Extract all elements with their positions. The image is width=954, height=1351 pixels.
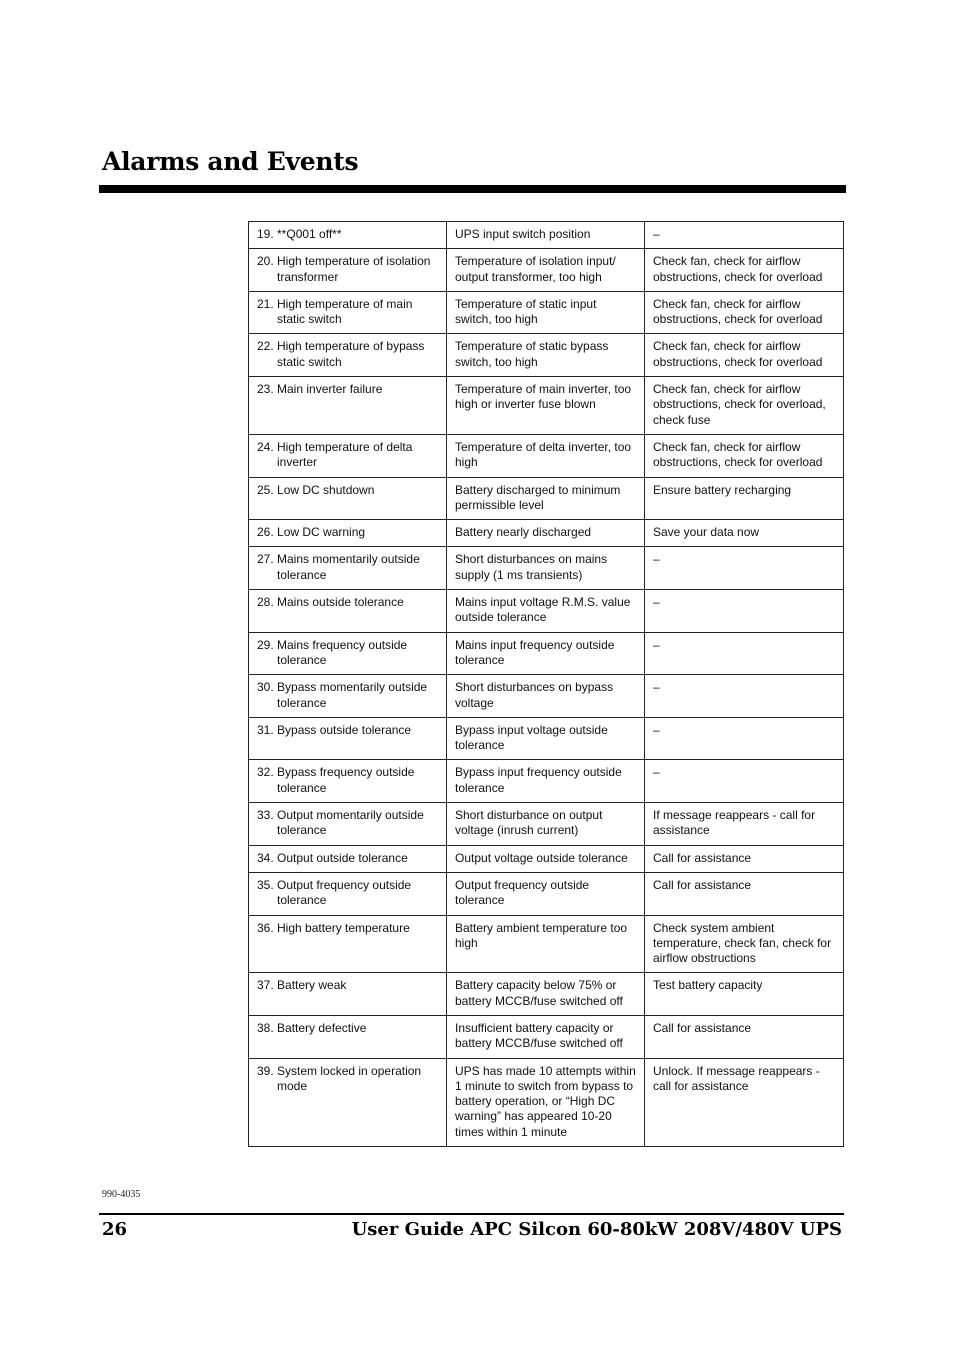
description-cell: Short disturbances on mains supply (1 ms transients) <box>447 547 645 590</box>
description-cell: Battery nearly discharged <box>447 520 645 547</box>
alarm-name: 35. Output frequency outside tolerance <box>257 877 412 908</box>
action-cell: – <box>645 590 844 633</box>
action-cell: – <box>645 675 844 718</box>
alarm-cell <box>249 249 447 292</box>
alarm-cell <box>249 717 447 760</box>
action-cell: Check fan, check for airflow obstructions, check for overload <box>645 291 844 334</box>
alarm-name: 25. Low DC shutdown <box>257 482 375 497</box>
action-cell: Ensure battery recharging <box>645 477 844 520</box>
action-cell: – <box>645 717 844 760</box>
alarm-name: 23. Main inverter failure <box>257 382 383 397</box>
alarm-cell <box>249 377 447 435</box>
alarm-cell <box>249 760 447 803</box>
description-cell: Short disturbance on output voltage (inrush current) <box>447 803 645 846</box>
table-row <box>249 590 844 633</box>
alarm-name: 28. Mains outside tolerance <box>257 595 404 610</box>
alarms-table <box>248 221 844 1147</box>
alarm-name: 37. Battery weak <box>257 978 347 993</box>
action-cell: Check fan, check for airflow obstructions, check for overload <box>645 334 844 377</box>
table-row <box>249 973 844 1016</box>
alarm-name: 34. Output outside tolerance <box>257 850 408 865</box>
alarm-cell <box>249 334 447 377</box>
alarm-name: 24. High temperature of delta inverter <box>257 439 413 470</box>
action-cell: Check system ambient temperature, check fan, check for airflow obstructions <box>645 915 844 973</box>
alarm-name: 33. Output momentarily outside tolerance <box>257 808 424 838</box>
alarms-table-body <box>249 222 844 1147</box>
alarm-name: 27. Mains momentarily outside tolerance <box>257 552 420 582</box>
description-cell: Temperature of static bypass switch, too high <box>447 334 645 377</box>
action-cell: Save your data now <box>645 520 844 547</box>
table-row <box>249 249 844 292</box>
table-row <box>249 803 844 846</box>
table-row <box>249 1015 844 1058</box>
table-row <box>249 760 844 803</box>
alarm-cell <box>249 590 447 633</box>
alarm-cell <box>249 222 447 249</box>
alarm-name: 30. Bypass momentarily outside tolerance <box>257 680 428 710</box>
alarm-cell <box>249 477 447 520</box>
description-cell: Temperature of isolation input/ output transformer, too high <box>447 249 645 292</box>
action-cell: Call for assistance <box>645 1015 844 1058</box>
alarm-name: 22. High temperature of bypass static switch <box>257 339 425 369</box>
alarm-name: 38. Battery defective <box>257 1020 367 1035</box>
alarm-name: 29. Mains frequency outside tolerance <box>257 637 408 667</box>
document-number: 990-4035 <box>102 1189 141 1200</box>
footer-divider <box>99 1213 844 1215</box>
description-cell: UPS has made 10 attempts within 1 minute to switch from bypass to battery operation, or “High DC warning” has appeared 10-20 times within 1 minute <box>447 1058 645 1146</box>
alarm-cell <box>249 291 447 334</box>
action-cell: Check fan, check for airflow obstructions, check for overload <box>645 249 844 292</box>
action-cell: Call for assistance <box>645 845 844 872</box>
description-cell: Output frequency outside tolerance <box>447 872 645 915</box>
table-row <box>249 717 844 760</box>
action-cell: Call for assistance <box>645 872 844 915</box>
alarm-name: 31. Bypass outside tolerance <box>257 722 412 737</box>
action-cell: Unlock. If message reappears - call for assistance <box>645 1058 844 1146</box>
table-row <box>249 675 844 718</box>
table-row <box>249 477 844 520</box>
description-cell: Battery capacity below 75% or battery MCCB/fuse switched off <box>447 973 645 1016</box>
description-cell: Output voltage outside tolerance <box>447 845 645 872</box>
action-cell: Check fan, check for airflow obstructions, check for overload, check fuse <box>645 377 844 435</box>
alarm-cell <box>249 547 447 590</box>
description-cell: Bypass input voltage outside tolerance <box>447 717 645 760</box>
page-title: Alarms and Events <box>102 147 359 176</box>
action-cell: If message reappears - call for assistance <box>645 803 844 846</box>
alarm-cell <box>249 632 447 675</box>
description-cell: Bypass input frequency outside tolerance <box>447 760 645 803</box>
description-cell: Short disturbances on bypass voltage <box>447 675 645 718</box>
description-cell: Temperature of delta inverter, too high <box>447 434 645 477</box>
alarm-cell <box>249 872 447 915</box>
alarm-name: 20. High temperature of isolation transformer <box>257 254 431 284</box>
action-cell: – <box>645 547 844 590</box>
table-row <box>249 915 844 973</box>
description-cell: Mains input voltage R.M.S. value outside tolerance <box>447 590 645 633</box>
alarm-name: 21. High temperature of main static switch <box>257 296 413 327</box>
table-row <box>249 291 844 334</box>
page-number: 26 <box>102 1219 128 1240</box>
alarm-cell <box>249 1058 447 1146</box>
description-cell: Mains input frequency outside tolerance <box>447 632 645 675</box>
action-cell: Check fan, check for airflow obstructions, check for overload <box>645 434 844 477</box>
action-cell: – <box>645 760 844 803</box>
table-row <box>249 222 844 249</box>
alarm-cell <box>249 973 447 1016</box>
table-row <box>249 434 844 477</box>
alarm-name: 19. **Q001 off** <box>257 227 342 241</box>
alarm-name: 39. System locked in operation mode <box>257 1063 422 1093</box>
table-row <box>249 520 844 547</box>
alarm-cell <box>249 845 447 872</box>
alarm-cell <box>249 520 447 547</box>
table-row <box>249 547 844 590</box>
alarm-cell <box>249 675 447 718</box>
description-cell: UPS input switch position <box>447 222 645 249</box>
description-cell: Battery discharged to minimum permissible level <box>447 477 645 520</box>
table-row <box>249 377 844 435</box>
action-cell: – <box>645 632 844 675</box>
alarm-cell <box>249 803 447 846</box>
action-cell: Test battery capacity <box>645 973 844 1016</box>
description-cell: Battery ambient temperature too high <box>447 915 645 973</box>
table-row <box>249 872 844 915</box>
alarm-name: 36. High battery temperature <box>257 920 410 935</box>
description-cell: Temperature of main inverter, too high or inverter fuse blown <box>447 377 645 435</box>
alarm-name: 26. Low DC warning <box>257 525 366 540</box>
table-row <box>249 334 844 377</box>
alarm-cell <box>249 434 447 477</box>
table-row <box>249 1058 844 1146</box>
table-row <box>249 845 844 872</box>
guide-title: User Guide APC Silcon 60-80kW 208V/480V UPS <box>351 1219 842 1240</box>
description-cell: Temperature of static input switch, too high <box>447 291 645 334</box>
table-row <box>249 632 844 675</box>
alarm-cell <box>249 1015 447 1058</box>
alarm-name: 32. Bypass frequency outside tolerance <box>257 765 415 795</box>
description-cell: Insufficient battery capacity or battery MCCB/fuse switched off <box>447 1015 645 1058</box>
title-divider <box>99 185 846 193</box>
alarm-cell <box>249 915 447 973</box>
action-cell: – <box>645 222 844 249</box>
